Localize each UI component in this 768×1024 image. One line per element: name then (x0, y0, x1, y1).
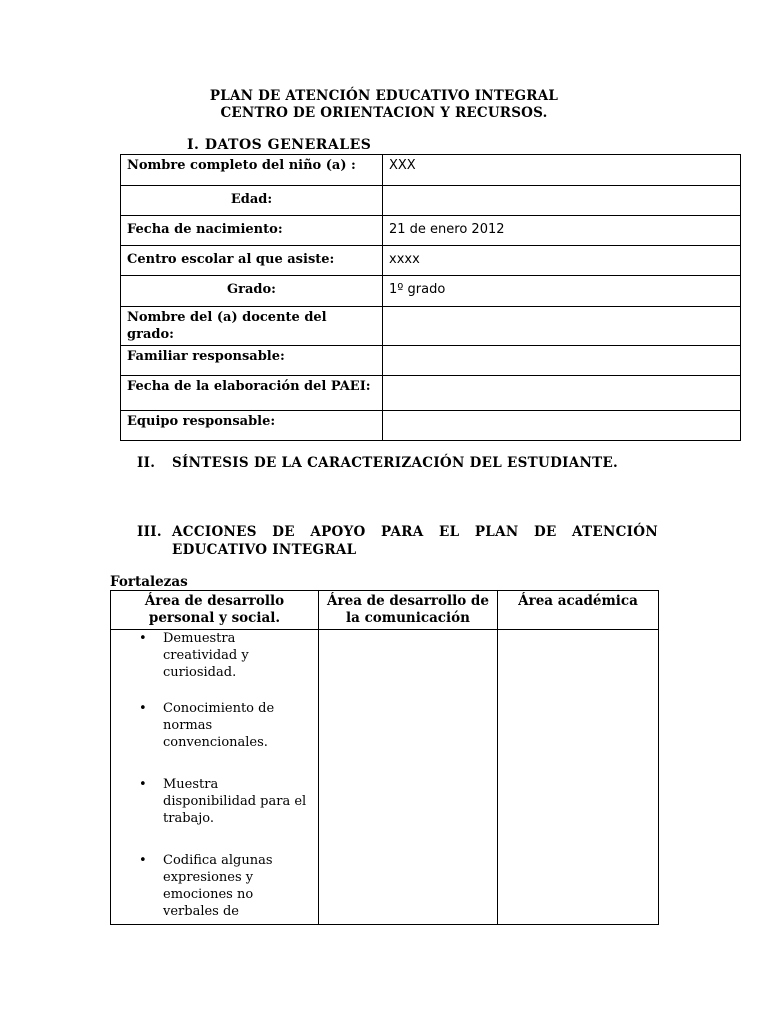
fortalezas-table (110, 590, 659, 925)
value-age (383, 186, 741, 216)
value-birth-date: 21 de enero 2012 (383, 216, 741, 246)
section3-word: EL (439, 524, 460, 540)
section2-number: II. (137, 455, 156, 471)
label-family-responsible: Familiar responsable: (121, 346, 383, 376)
value-grade: 1º grado (383, 276, 741, 307)
table-row (121, 276, 741, 307)
label-paei-date: Fecha de la elaboración del PAEI: (121, 376, 383, 411)
table-row (121, 346, 741, 376)
label-age: Edad: (121, 186, 383, 216)
strengths-list (111, 630, 318, 920)
cell-personal-social (111, 630, 319, 925)
value-child-name: XXX (383, 155, 741, 186)
table-row (121, 307, 741, 346)
section1-number: I. (187, 137, 200, 153)
section3-title-line1 (172, 524, 658, 540)
column-communication: Área de desarrollo de la comunicación (319, 591, 498, 630)
label-teacher-name: Nombre del (a) docente del grado: (121, 307, 383, 346)
table-row (111, 630, 659, 925)
table-row (121, 186, 741, 216)
general-data-table (120, 154, 741, 441)
section3-word: PLAN (474, 524, 519, 540)
value-responsible-team (383, 411, 741, 441)
cell-academic (498, 630, 659, 925)
column-academic: Área académica (498, 591, 659, 630)
list-item: • Demuestra creatividad y curiosidad. (163, 630, 310, 681)
label-school: Centro escolar al que asiste: (121, 246, 383, 276)
section3-word: ACCIONES (172, 524, 257, 540)
list-item: • Codifica algunas expresiones y emociones no verbales de (163, 852, 310, 920)
fortalezas-label: Fortalezas (110, 574, 188, 590)
cell-communication (319, 630, 498, 925)
column-personal-social: Área de desarrollo personal y social. (111, 591, 319, 630)
section3-word: DE (533, 524, 557, 540)
section3-number: III. (137, 524, 162, 540)
label-responsible-team: Equipo responsable: (121, 411, 383, 441)
value-teacher-name (383, 307, 741, 346)
section3-word: DE (272, 524, 295, 540)
section1-title: DATOS GENERALES (204, 137, 372, 153)
label-birth-date: Fecha de nacimiento: (121, 216, 383, 246)
value-paei-date (383, 376, 741, 411)
table-header-row (111, 591, 659, 630)
section3-word: PARA (381, 524, 424, 540)
table-row (121, 246, 741, 276)
table-row (121, 216, 741, 246)
table-row (121, 411, 741, 441)
list-item: • Muestra disponibilidad para el trabajo. (163, 776, 310, 827)
section3-title-line2: EDUCATIVO INTEGRAL (172, 542, 357, 558)
section2-title: SÍNTESIS DE LA CARACTERIZACIÓN DEL ESTUDIANTE. (172, 455, 619, 471)
section1-heading (187, 137, 371, 153)
label-child-name: Nombre completo del niño (a) : (121, 155, 383, 186)
label-grade: Grado: (121, 276, 383, 307)
table-row (121, 376, 741, 411)
document-title-line2: CENTRO DE ORIENTACION Y RECURSOS. (220, 105, 548, 121)
value-school: xxxx (383, 246, 741, 276)
table-row (121, 155, 741, 186)
section3-word: ATENCIÓN (572, 524, 658, 540)
section3-word: APOYO (310, 524, 366, 540)
list-item: • Conocimiento de normas convencionales. (163, 700, 310, 751)
document-title-line1: PLAN DE ATENCIÓN EDUCATIVO INTEGRAL (209, 88, 559, 104)
value-family-responsible (383, 346, 741, 376)
